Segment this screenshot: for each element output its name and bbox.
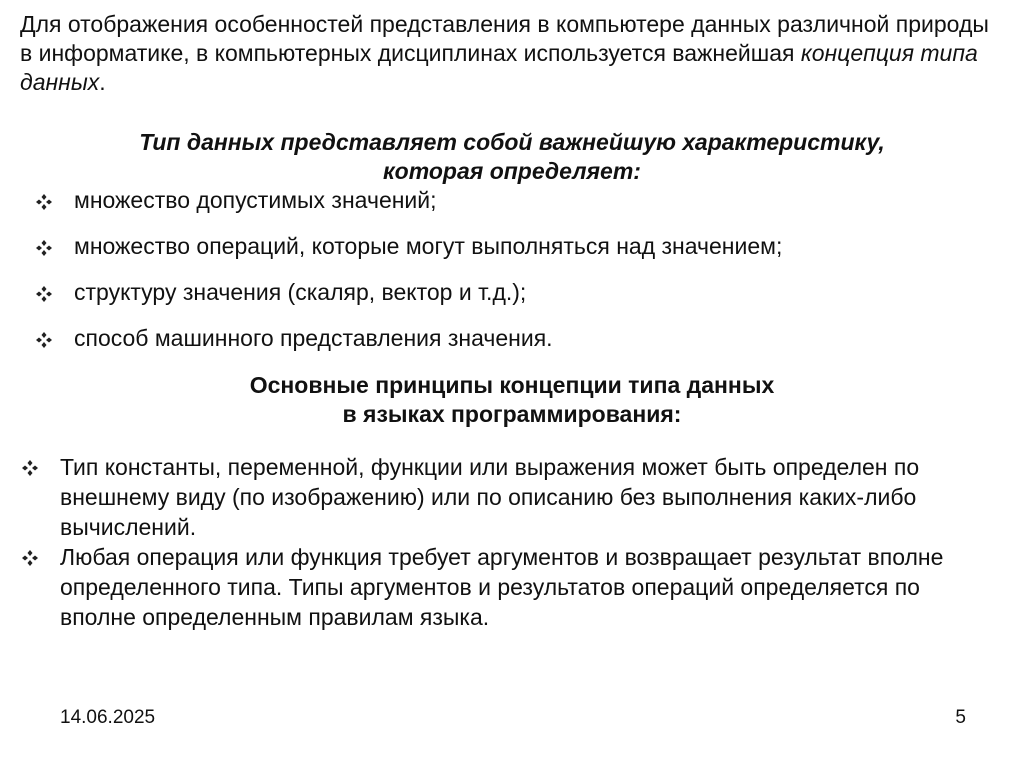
subtitle: [0, 128, 1024, 186]
four-diamond-bullet-icon: [36, 240, 52, 256]
principles-list: [22, 452, 1002, 632]
list-item-text: множество операций, которые могут выполняться над значением;: [74, 233, 783, 259]
intro-emphasis: концепция типа данных: [20, 40, 978, 95]
list-item-text: множество допустимых значений;: [74, 187, 437, 213]
list-item-text: Любая операция или функция требует аргументов и возвращает результат вполне определенного типа. Типы аргументов и результатов операций определяется по вполне определенным правилам языка.: [60, 544, 944, 630]
four-diamond-bullet-icon: [36, 194, 52, 210]
principles-heading-line-2: в языках программирования:: [342, 401, 682, 427]
intro-text: Для отображения особенностей представления в компьютере данных различной природы в информатике, в компьютерных дисциплинах используется важнейшая: [20, 11, 989, 66]
characteristics-list: [36, 186, 996, 353]
principles-heading: [0, 371, 1024, 429]
four-diamond-bullet-icon: [36, 332, 52, 348]
list-item: [36, 186, 996, 215]
subtitle-line-2: которая определяет:: [383, 158, 641, 184]
list-item: [22, 452, 1002, 542]
four-diamond-bullet-icon: [22, 550, 38, 566]
footer-date: 14.06.2025: [60, 707, 156, 728]
page-number: 5: [955, 707, 966, 728]
intro-paragraph: [20, 10, 1005, 97]
principles-heading-line-1: Основные принципы концепции типа данных: [249, 372, 775, 398]
subtitle-line-1: Тип данных представляет собой важнейшую характеристику,: [139, 129, 885, 155]
list-item: [36, 232, 996, 261]
four-diamond-bullet-icon: [36, 286, 52, 302]
four-diamond-bullet-icon: [22, 460, 38, 476]
list-item: [36, 324, 996, 353]
list-item: [22, 542, 1002, 632]
list-item-text: способ машинного представления значения.: [74, 325, 553, 351]
list-item-text: структуру значения (скаляр, вектор и т.д.);: [74, 279, 527, 305]
list-item-text: Тип константы, переменной, функции или выражения может быть определен по внешнему виду (по изображению) или по описанию без выполнения каких-либо вычислений.: [60, 454, 920, 540]
list-item: [36, 278, 996, 307]
intro-end: .: [99, 69, 106, 95]
